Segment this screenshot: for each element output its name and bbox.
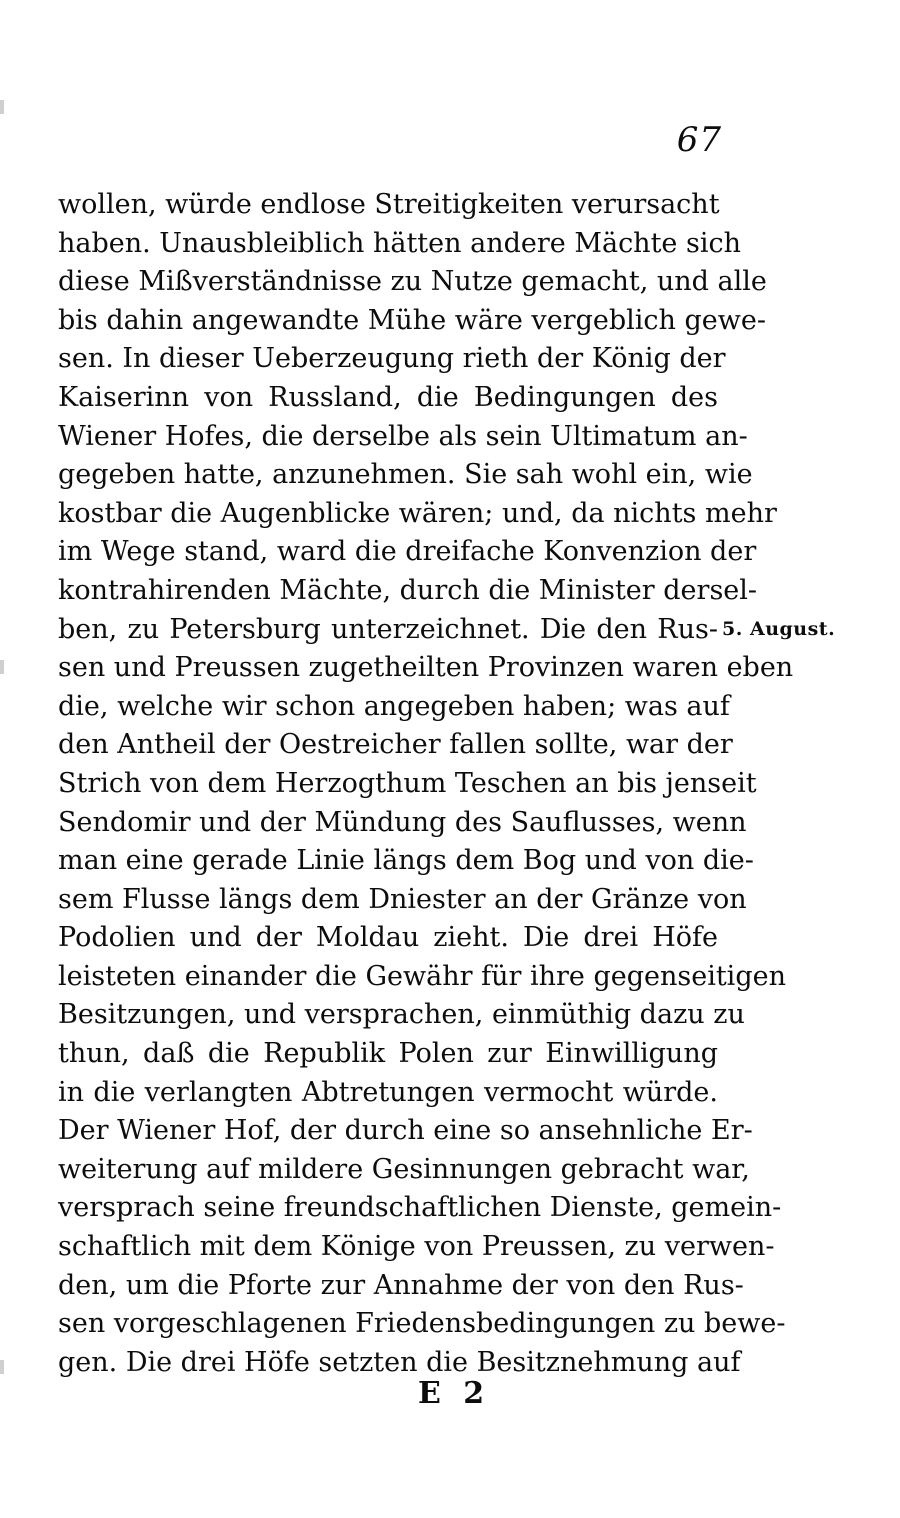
text-line: versprach seine freundschaftlichen Dienste, gemein-: [58, 1192, 782, 1224]
scan-edge-mark: [0, 660, 4, 674]
text-line: ben, zu Petersburg unterzeichnet. Die den Rus-: [58, 613, 718, 645]
scan-edge-mark: [0, 100, 4, 114]
text-line: Kaiserinn von Russland, die Bedingungen des: [58, 381, 718, 413]
text-line: die, welche wir schon angegeben haben; was auf: [58, 690, 730, 722]
text-line: man eine gerade Linie längs dem Bog und von die-: [58, 845, 754, 877]
text-line: Strich von dem Herzogthum Teschen an bis jenseit: [58, 767, 757, 799]
text-line: Besitzungen, und versprachen, einmüthig dazu zu: [58, 999, 745, 1031]
text-line: sen. In dieser Ueberzeugung rieth der König der: [58, 343, 726, 375]
text-line: thun, daß die Republik Polen zur Einwilligung: [58, 1038, 718, 1070]
text-line: sem Flusse längs dem Dniester an der Gränze von: [58, 883, 747, 915]
text-line: schaftlich mit dem Könige von Preussen, zu verwen-: [58, 1231, 775, 1263]
scan-edge-mark: [0, 1360, 4, 1374]
text-line: weiterung auf mildere Gesinnungen gebracht war,: [58, 1153, 750, 1185]
text-line: Wiener Hofes, die derselbe als sein Ultimatum an-: [58, 420, 748, 452]
text-line: Der Wiener Hof, der durch eine so ansehnliche Er-: [58, 1115, 753, 1147]
text-line: gegeben hatte, anzunehmen. Sie sah wohl ein, wie: [58, 459, 753, 491]
text-line: gen. Die drei Höfe setzten die Besitznehmung auf: [58, 1346, 741, 1378]
text-line: sen vorgeschlagenen Friedensbedingungen zu bewe-: [58, 1308, 786, 1340]
text-line: sen und Preussen zugetheilten Provinzen waren eben: [58, 652, 794, 684]
text-line: im Wege stand, ward die dreifache Konvenzion der: [58, 536, 757, 568]
text-line: haben. Unausbleiblich hätten andere Mächte sich: [58, 227, 741, 259]
text-line: kontrahirenden Mächte, durch die Minister dersel-: [58, 574, 758, 606]
text-line: den, um die Pforte zur Annahme der von den Rus-: [58, 1269, 744, 1301]
signature-mark: E 2: [418, 1376, 491, 1411]
text-line: wollen, würde endlose Streitigkeiten verursacht: [58, 189, 720, 220]
text-line: in die verlangten Abtretungen vermocht würde.: [58, 1076, 718, 1108]
text-line: bis dahin angewandte Mühe wäre vergeblich gewe-: [58, 304, 766, 336]
text-line: kostbar die Augenblicke wären; und, da nichts mehr: [58, 497, 777, 529]
text-line: leisteten einander die Gewähr für ihre gegenseitigen: [58, 960, 786, 992]
marginal-date-note: 5. August.: [722, 618, 836, 640]
text-line: Podolien und der Moldau zieht. Die drei Höfe: [58, 922, 718, 954]
text-line: den Antheil der Oestreicher fallen sollte, war der: [58, 729, 733, 761]
text-line: Sendomir und der Mündung des Sauflusses, wenn: [58, 806, 747, 838]
text-line: diese Mißverständnisse zu Nutze gemacht, und alle: [58, 266, 767, 298]
page-number: 67: [676, 120, 722, 160]
